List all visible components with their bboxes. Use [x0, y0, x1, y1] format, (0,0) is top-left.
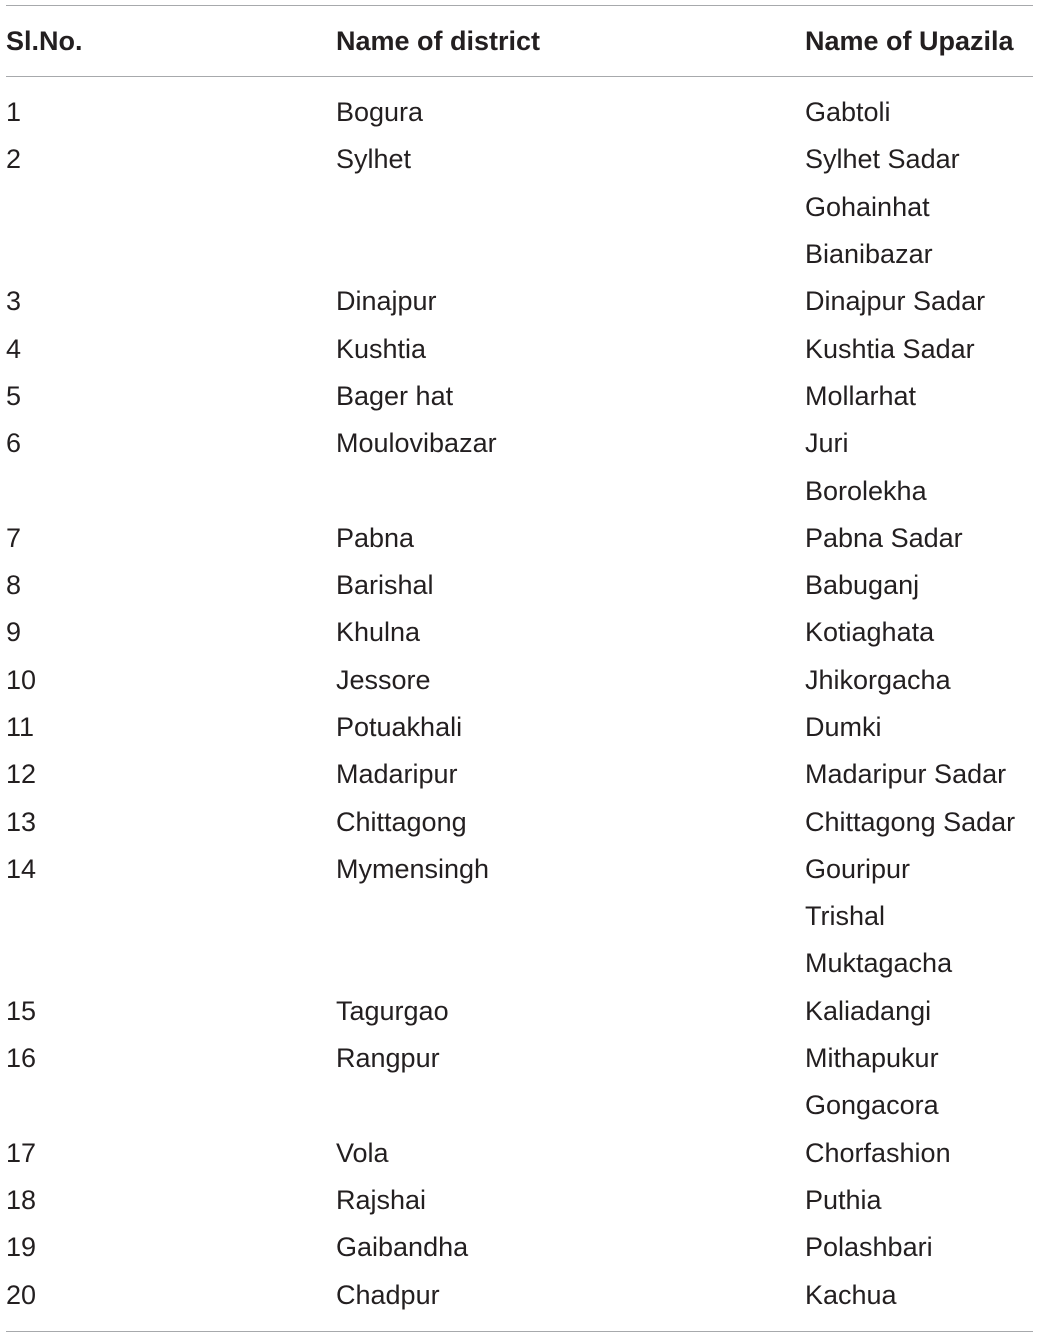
cell-sl-no: 14	[6, 853, 37, 884]
cell-sl-no: 5	[6, 380, 22, 411]
header-upazila: Name of Upazila	[805, 6, 1033, 77]
table-row	[6, 420, 1033, 467]
cell-sl-no: 9	[6, 617, 22, 648]
cell-upazila: Mithapukur	[805, 1043, 939, 1074]
table-row	[6, 184, 1033, 231]
table-row	[6, 751, 1033, 798]
cell-sl-no: 13	[6, 806, 37, 837]
cell-upazila: Pabna Sadar	[805, 522, 963, 553]
cell-upazila: Puthia	[805, 1184, 882, 1215]
cell-district	[336, 184, 805, 231]
table-row	[6, 373, 1033, 420]
cell-district: Bager hat	[336, 380, 454, 411]
cell-district	[336, 893, 805, 940]
cell-district: Moulovibazar	[336, 428, 497, 459]
cell-sl-no: 12	[6, 759, 37, 790]
cell-district: Potuakhali	[336, 712, 463, 742]
table-row	[6, 1130, 1033, 1177]
cell-upazila: Dumki	[805, 712, 882, 742]
cell-upazila: Mollarhat	[805, 380, 917, 411]
header-row	[6, 6, 1033, 77]
cell-sl-no: 16	[6, 1043, 37, 1074]
cell-upazila: Juri	[805, 428, 849, 459]
cell-upazila: Kotiaghata	[805, 617, 935, 648]
cell-sl-no: 20	[6, 1279, 37, 1310]
cell-upazila: Borolekha	[805, 475, 927, 506]
cell-upazila: Bianibazar	[805, 239, 933, 270]
cell-sl-no: 6	[6, 428, 22, 459]
header-district: Name of district	[336, 6, 805, 77]
cell-sl-no: 2	[6, 144, 22, 175]
cell-district: Madaripur	[336, 759, 458, 790]
cell-sl-no: 17	[6, 1137, 37, 1168]
cell-sl-no: 18	[6, 1184, 37, 1215]
district-upazila-table	[6, 5, 1033, 1332]
cell-upazila: Chittagong Sadar	[805, 806, 1016, 837]
header-sl-no: Sl.No.	[6, 6, 336, 77]
cell-upazila: Polashbari	[805, 1232, 933, 1263]
cell-district: Gaibandha	[336, 1232, 469, 1263]
cell-upazila: Gongacora	[805, 1090, 939, 1121]
cell-district: Bogura	[336, 97, 424, 128]
cell-district: Khulna	[336, 617, 421, 648]
cell-sl-no: 10	[6, 664, 37, 695]
cell-sl-no: 1	[6, 97, 22, 128]
table-row	[6, 325, 1033, 372]
table-row	[6, 893, 1033, 940]
table-row	[6, 609, 1033, 656]
cell-district	[336, 467, 805, 514]
table-row	[6, 798, 1033, 845]
cell-upazila: Gohainhat	[805, 191, 930, 222]
cell-district: Barishal	[336, 570, 434, 601]
table-row	[6, 704, 1033, 751]
cell-sl-no	[6, 467, 336, 514]
table-row	[6, 1224, 1033, 1271]
cell-upazila: Trishal	[805, 901, 886, 932]
cell-district: Kushtia	[336, 333, 427, 364]
cell-upazila: Chorfashion	[805, 1137, 951, 1168]
cell-district	[336, 231, 805, 278]
cell-upazila: Gabtoli	[805, 97, 891, 128]
cell-district: Vola	[336, 1137, 389, 1168]
table-row	[6, 467, 1033, 514]
cell-district: Rangpur	[336, 1043, 440, 1074]
table-row	[6, 231, 1033, 278]
cell-district: Sylhet	[336, 144, 412, 175]
cell-district: Tagurgao	[336, 995, 449, 1026]
table-row	[6, 515, 1033, 562]
table-row	[6, 940, 1033, 987]
cell-sl-no: 3	[6, 286, 22, 317]
table-row	[6, 1082, 1033, 1129]
table-row	[6, 136, 1033, 183]
cell-upazila: Jhikorgacha	[805, 664, 951, 695]
cell-upazila: Gouripur	[805, 853, 911, 884]
cell-sl-no	[6, 1082, 336, 1129]
cell-upazila: Muktagacha	[805, 948, 953, 979]
cell-district: Chittagong	[336, 806, 467, 837]
cell-sl-no	[6, 940, 336, 987]
cell-sl-no	[6, 893, 336, 940]
cell-upazila: Babuganj	[805, 570, 920, 601]
cell-sl-no: 19	[6, 1232, 37, 1263]
cell-sl-no	[6, 184, 336, 231]
table-row	[6, 988, 1033, 1035]
cell-district: Rajshai	[336, 1184, 427, 1215]
cell-upazila: Kushtia Sadar	[805, 333, 975, 364]
table-row	[6, 562, 1033, 609]
table-row	[6, 278, 1033, 325]
cell-upazila: Madaripur Sadar	[805, 759, 1007, 790]
cell-sl-no: 15	[6, 995, 37, 1026]
cell-sl-no	[6, 231, 336, 278]
cell-district: Mymensingh	[336, 853, 490, 884]
cell-upazila: Kachua	[805, 1279, 897, 1310]
cell-upazila: Sylhet Sadar	[805, 144, 960, 175]
cell-district: Jessore	[336, 664, 431, 695]
cell-sl-no: 7	[6, 522, 22, 553]
cell-upazila: Kaliadangi	[805, 995, 932, 1026]
table-body	[6, 77, 1033, 1332]
table-row	[6, 1035, 1033, 1082]
cell-district	[336, 940, 805, 987]
cell-district: Pabna	[336, 522, 415, 553]
cell-district	[336, 1082, 805, 1129]
cell-upazila: Dinajpur Sadar	[805, 286, 986, 317]
table-row	[6, 77, 1033, 137]
cell-sl-no: 8	[6, 570, 22, 601]
cell-sl-no: 11	[6, 712, 35, 742]
table-row	[6, 1271, 1033, 1331]
cell-district: Chadpur	[336, 1279, 440, 1310]
table-row	[6, 657, 1033, 704]
cell-district: Dinajpur	[336, 286, 437, 317]
table-row	[6, 1177, 1033, 1224]
cell-sl-no: 4	[6, 333, 22, 364]
table-row	[6, 846, 1033, 893]
